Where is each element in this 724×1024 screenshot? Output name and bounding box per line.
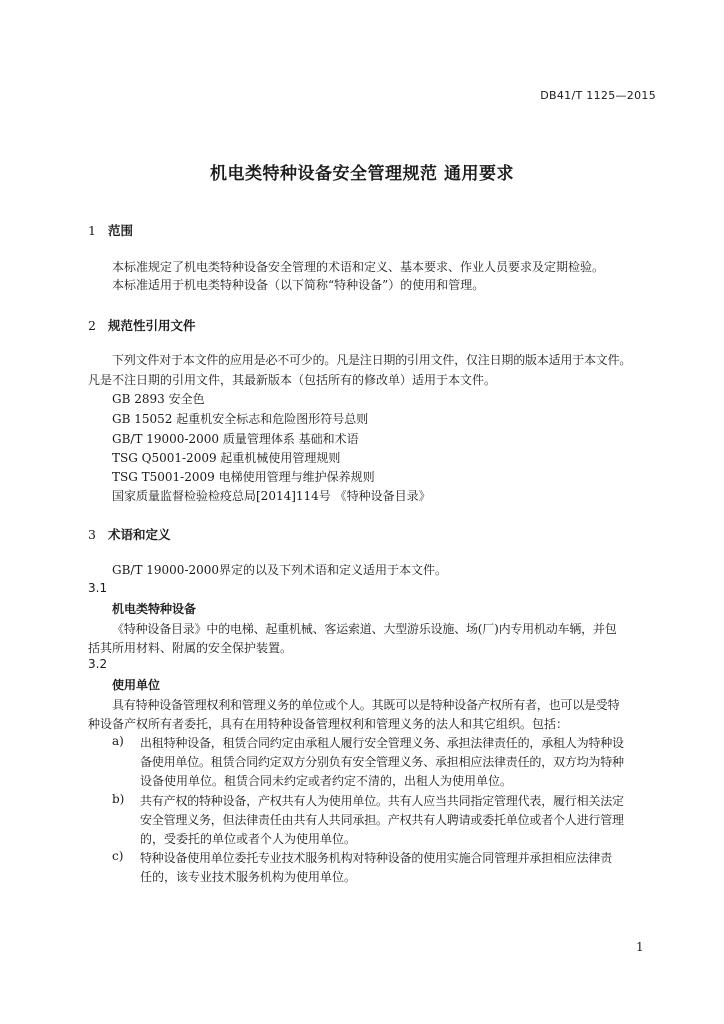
term-definition-line: 《特种设备目录》中的电梯、起重机械、客运索道、大型游乐设施、场(厂)内专用机动车辆，并包 (112, 622, 617, 636)
list-item-line: 的，受委托的单位或者个人为使用单位。 (140, 832, 357, 846)
reference-item: GB/T 19000-2000 质量管理体系 基础和术语 (112, 432, 359, 446)
list-item-line: 安全管理义务，但法律责任由共有人共同承担。产权共有人聘请或委托单位或者个人进行管理 (140, 813, 624, 827)
term-definition-line: 具有特种设备管理权利和管理义务的单位或个人。其既可以是特种设备产权所有者，也可以是受特 (112, 698, 620, 712)
term-number: 3.2 (88, 657, 108, 671)
section-3-heading (88, 525, 171, 543)
reference-item: 国家质量监督检验检疫总局[2014]114号 《特种设备目录》 (112, 489, 431, 503)
term-definition-line: 种设备产权所有者委托，具有在用特种设备管理权利和管理义务的法人和其它组织。包括： (88, 717, 569, 731)
list-item-mark: b) (112, 792, 125, 806)
reference-item: TSG Q5001-2009 起重机械使用管理规则 (112, 451, 341, 465)
reference-item: TSG T5001-2009 电梯使用管理与维护保养规则 (112, 470, 375, 484)
standard-code: DB41/T 1125—2015 (540, 89, 656, 102)
page-number: 1 (636, 940, 644, 954)
term-number: 3.1 (88, 581, 108, 595)
section-2-heading (88, 316, 196, 334)
section-title: 术语和定义 (108, 527, 171, 542)
section-title: 规范性引用文件 (108, 318, 196, 333)
reference-item: GB 15052 起重机安全标志和危险图形符号总则 (112, 412, 369, 426)
list-item-line: 特种设备使用单位委托专业技术服务机构对特种设备的使用实施合同管理并承担相应法律责 (140, 851, 613, 865)
reference-item: GB 2893 安全色 (112, 392, 205, 406)
paragraph: 凡是不注日期的引用文件，其最新版本（包括所有的修改单）适用于本文件。 (88, 373, 497, 387)
paragraph: 下列文件对于本文件的应用是必不可少的。凡是注日期的引用文件，仅注日期的版本适用于本文件。 (112, 353, 632, 367)
list-item-line: 共有产权的特种设备，产权共有人为使用单位。共有人应当共同指定管理代表，履行相关法定 (140, 794, 624, 808)
term-definition-line: 括其所用材料、附属的安全保护装置。 (88, 641, 293, 655)
section-number: 3 (88, 527, 96, 542)
term-name: 机电类特种设备 (112, 602, 197, 616)
paragraph: 本标准规定了机电类特种设备安全管理的术语和定义、基本要求、作业人员要求及定期检验。 (112, 260, 605, 274)
document-title: 机电类特种设备安全管理规范 通用要求 (210, 164, 514, 184)
section-1-heading (88, 221, 133, 239)
paragraph: GB/T 19000-2000界定的以及下列术语和定义适用于本文件。 (112, 563, 448, 577)
list-item-mark: a) (112, 734, 124, 748)
list-item-line: 任的，该专业技术服务机构为使用单位。 (140, 870, 357, 884)
section-number: 1 (88, 223, 96, 238)
list-item-line: 出租特种设备，租赁合同约定由承租人履行安全管理义务、承担法律责任的，承租人为特种设 (140, 736, 624, 750)
list-item-line: 设备使用单位。租赁合同未约定或者约定不清的，出租人为使用单位。 (140, 774, 513, 788)
section-title: 范围 (108, 223, 134, 238)
list-item-line: 备使用单位。租赁合同约定双方分别负有安全管理义务、承担相应法律责任的，双方均为特种 (140, 755, 624, 769)
paragraph: 本标准适用于机电类特种设备（以下简称“特种设备”）的使用和管理。 (112, 278, 485, 292)
section-number: 2 (88, 318, 96, 333)
list-item-mark: c) (112, 849, 124, 863)
term-name: 使用单位 (112, 678, 161, 692)
